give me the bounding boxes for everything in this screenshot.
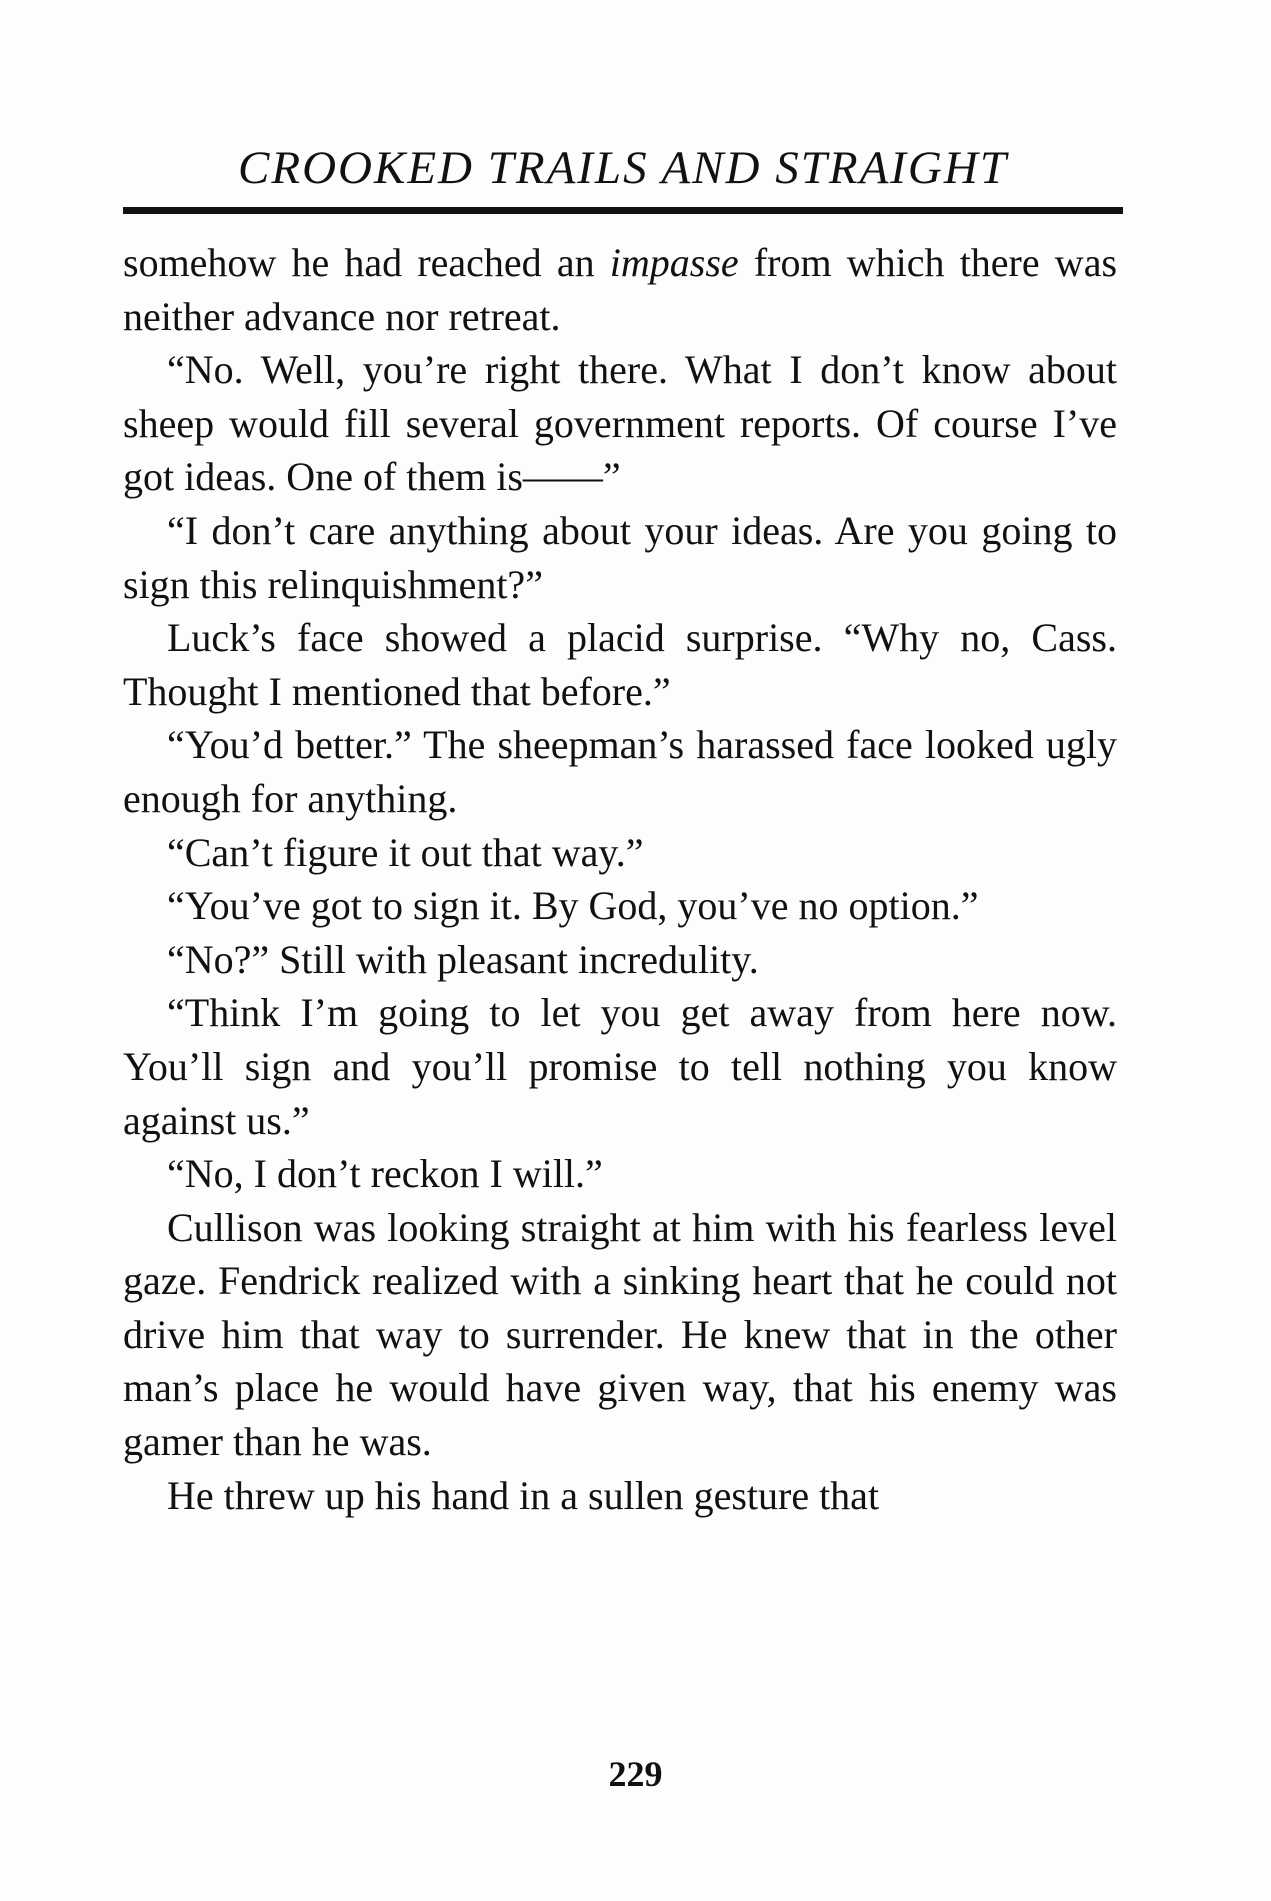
paragraph-12: He threw up his hand in a sullen gesture that — [167, 1472, 880, 1518]
paragraph-6: “Can’t figure it out that way.” — [167, 829, 644, 875]
running-head: CROOKED TRAILS AND STRAIGHT — [238, 142, 1008, 194]
paragraph-7: “You’ve got to sign it. By God, you’ve no option.” — [167, 883, 979, 929]
paragraph-1-emphasis: impasse — [609, 240, 739, 285]
paragraph-3: “I don’t care anything about your ideas. Are you going to sign this relinquishment?” — [123, 507, 1117, 607]
paragraph-9: “Think I’m going to let you get away from here now. You’ll sign and you’ll promise to tell nothing you know against us.” — [123, 990, 1117, 1143]
paragraph-1 — [123, 236, 1117, 343]
page-number: 229 — [608, 1754, 663, 1794]
paragraph-1-after: from which there was neither advance nor retreat. — [123, 240, 1118, 339]
paragraph-2: “No. Well, you’re right there. What I don’t know about sheep would fill several government reports. Of course I’ve got ideas. One of them is——” — [123, 347, 1117, 500]
paragraph-5: “You’d better.” The sheepman’s harassed face looked ugly enough for anything. — [123, 722, 1117, 821]
paragraph-1-before: somehow he had reached an — [123, 240, 610, 285]
body-text — [123, 236, 1117, 1522]
paragraph-10: “No, I don’t reckon I will.” — [167, 1151, 603, 1197]
paragraph-11: Cullison was looking straight at him with his fearless level gaze. Fendrick realized with a sinking heart that he could not drive him that way to surrender. He knew that in the other man’s place he would have given way, that his enemy was gamer than he was. — [123, 1204, 1117, 1465]
paragraph-8: “No?” Still with pleasant incredulity. — [167, 936, 759, 982]
header-rule — [123, 207, 1123, 214]
paragraph-4: Luck’s face showed a placid surprise. “Why no, Cass. Thought I mentioned that before.” — [123, 615, 1117, 714]
